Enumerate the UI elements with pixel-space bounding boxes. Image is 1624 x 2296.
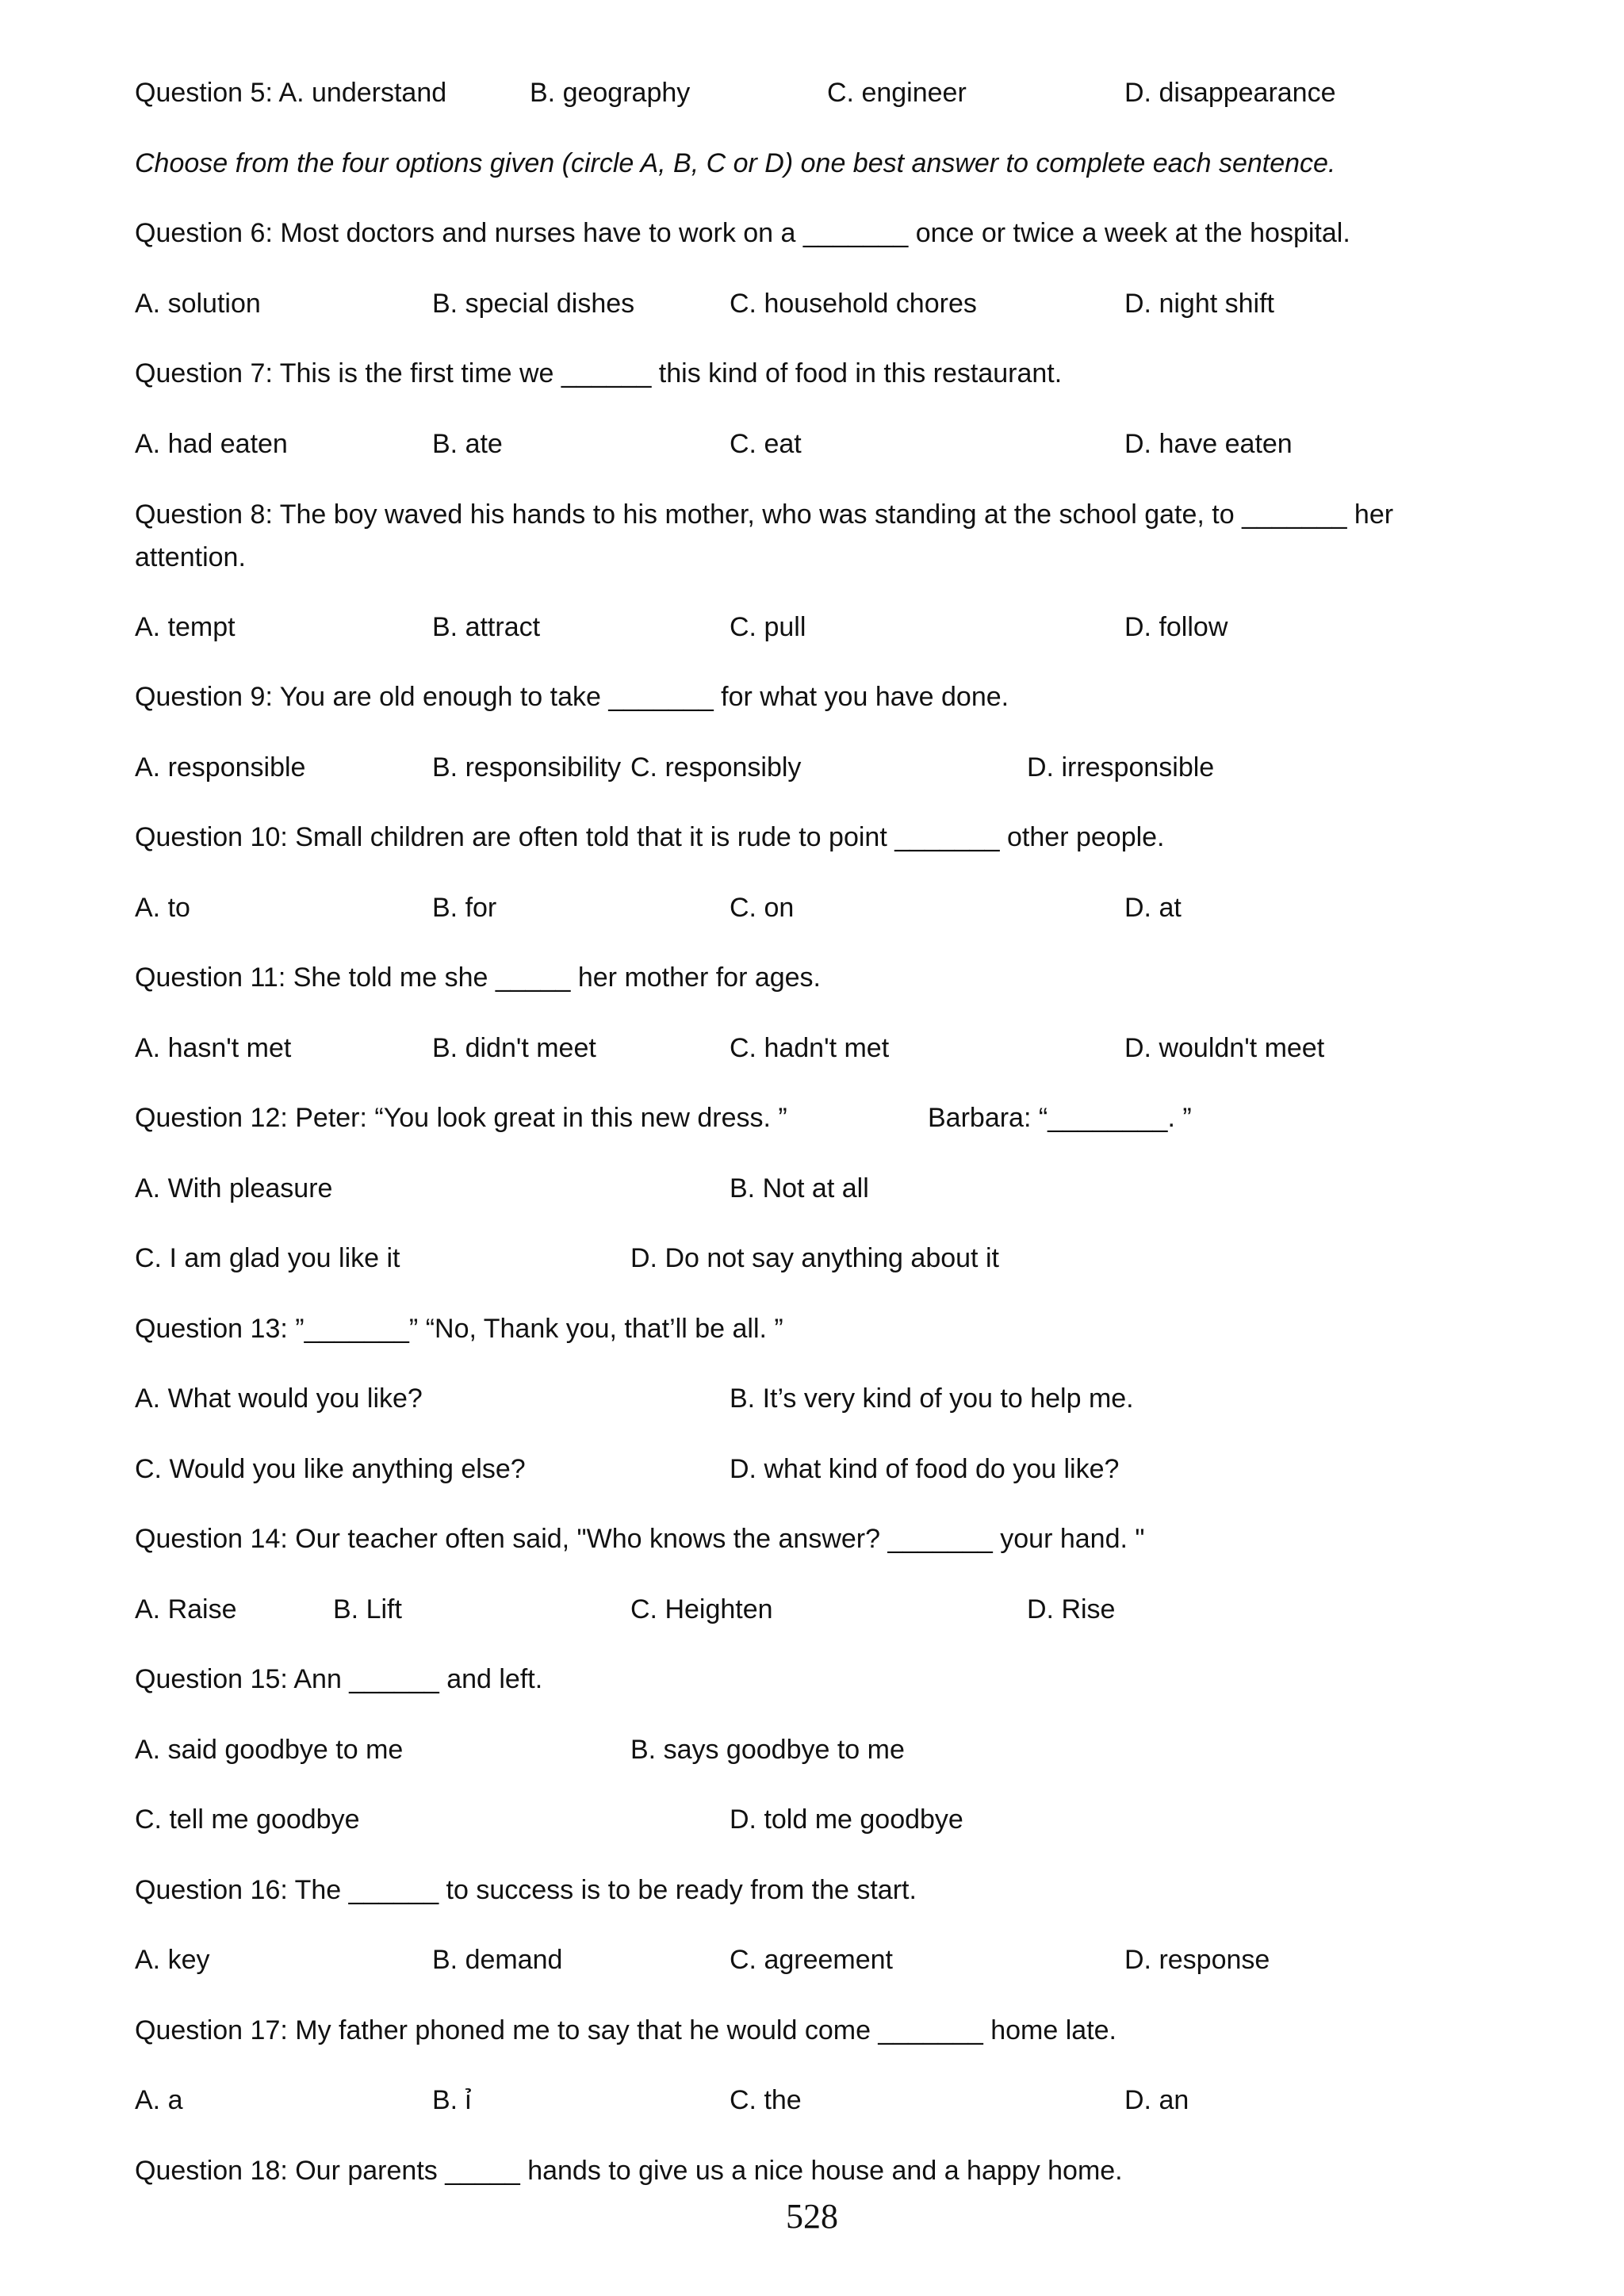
question-8-stem: Question 8: The boy waved his hands to his mother, who was standing at the school gate, to _______ her attention. <box>135 499 1394 572</box>
question-12-option-c: C. I am glad you like it <box>135 1243 400 1273</box>
question-11-option-a: A. hasn't met <box>135 1033 292 1063</box>
question-10-option-b: B. for <box>432 893 497 923</box>
question-14-option-a: A. Raise <box>135 1594 237 1624</box>
question-13-option-d: D. what kind of food do you like? <box>730 1454 1120 1484</box>
question-7-option-b: B. ate <box>432 429 503 459</box>
question-7-stem: Question 7: This is the first time we ______ this kind of food in this restaurant. <box>135 358 1063 388</box>
question-8-option-b: B. attract <box>432 612 541 642</box>
question-8-option-d: D. follow <box>1124 612 1228 642</box>
question-9-option-a: A. responsible <box>135 752 306 783</box>
question-17-option-c: C. the <box>730 2085 802 2115</box>
question-7-option-d: D. have eaten <box>1124 429 1293 459</box>
question-16-stem: Question 16: The ______ to success is to be ready from the start. <box>135 1875 917 1905</box>
question-11-stem: Question 11: She told me she _____ her mother for ages. <box>135 962 822 993</box>
question-11-option-c: C. hadn't met <box>730 1033 890 1063</box>
question-12-option-d: D. Do not say anything about it <box>630 1243 999 1273</box>
question-13-stem: Question 13: ”_______” “No, Thank you, that’ll be all. ” <box>135 1314 783 1344</box>
question-12-peter-line: Question 12: Peter: “You look great in this new dress. ” <box>135 1103 787 1133</box>
question-11-option-d: D. wouldn't meet <box>1124 1033 1325 1063</box>
question-15-option-c: C. tell me goodbye <box>135 1804 360 1835</box>
question-16-option-a: A. key <box>135 1945 210 1975</box>
question-15-option-a: A. said goodbye to me <box>135 1735 404 1765</box>
question-6-stem: Question 6: Most doctors and nurses have to work on a _______ once or twice a week at the hospital. <box>135 218 1350 248</box>
question-14-option-c: C. Heighten <box>630 1594 773 1624</box>
question-8-option-a: A. tempt <box>135 612 236 642</box>
question-9-option-b: B. responsibility <box>432 752 622 783</box>
question-7-option-a: A. had eaten <box>135 429 288 459</box>
question-8-option-c: C. pull <box>730 612 806 642</box>
question-12-option-a: A. With pleasure <box>135 1173 333 1203</box>
question-16-option-b: B. demand <box>432 1945 563 1975</box>
question-15-option-d: D. told me goodbye <box>730 1804 963 1835</box>
section-instruction: Choose from the four options given (circle A, B, C or D) one best answer to complete each sentence. <box>135 148 1336 178</box>
question-14-stem: Question 14: Our teacher often said, "Who knows the answer? _______ your hand. " <box>135 1524 1145 1554</box>
question-10-option-d: D. at <box>1124 893 1182 923</box>
question-6-option-d: D. night shift <box>1124 289 1274 319</box>
question-11-option-b: B. didn't meet <box>432 1033 596 1063</box>
question-5-option-a: Question 5: A. understand <box>135 78 447 108</box>
question-12-option-b: B. Not at all <box>730 1173 869 1203</box>
question-18-stem: Question 18: Our parents _____ hands to give us a nice house and a happy home. <box>135 2156 1123 2186</box>
question-9-option-d: D. irresponsible <box>1027 752 1215 783</box>
question-7-option-c: C. eat <box>730 429 802 459</box>
question-6-option-c: C. household chores <box>730 289 977 319</box>
question-15-option-b: B. says goodbye to me <box>630 1735 905 1765</box>
question-6-option-b: B. special dishes <box>432 289 635 319</box>
question-15-stem: Question 15: Ann ______ and left. <box>135 1664 543 1694</box>
question-17-option-b: B. ỉ <box>432 2085 472 2115</box>
question-13-option-b: B. It’s very kind of you to help me. <box>730 1383 1134 1414</box>
question-17-option-d: D. an <box>1124 2085 1189 2115</box>
question-6-option-a: A. solution <box>135 289 261 319</box>
question-5-option-b: B. geography <box>530 78 691 108</box>
question-5-option-d: D. disappearance <box>1124 78 1336 108</box>
question-16-option-d: D. response <box>1124 1945 1270 1975</box>
question-9-stem: Question 9: You are old enough to take _______ for what you have done. <box>135 682 1009 712</box>
question-10-option-c: C. on <box>730 893 795 923</box>
question-17-option-a: A. a <box>135 2085 183 2115</box>
question-17-stem: Question 17: My father phoned me to say that he would come _______ home late. <box>135 2015 1116 2045</box>
question-12-barbara-line: Barbara: “________. ” <box>928 1103 1192 1133</box>
question-14-option-b: B. Lift <box>333 1594 402 1624</box>
question-10-stem: Question 10: Small children are often told that it is rude to point _______ other people. <box>135 822 1165 852</box>
question-16-option-c: C. agreement <box>730 1945 893 1975</box>
page-number: 528 <box>786 2197 838 2236</box>
question-9-option-c: C. responsibly <box>630 752 802 783</box>
question-14-option-d: D. Rise <box>1027 1594 1116 1624</box>
question-13-option-c: C. Would you like anything else? <box>135 1454 526 1484</box>
question-5-option-c: C. engineer <box>827 78 967 108</box>
question-13-option-a: A. What would you like? <box>135 1383 423 1414</box>
question-10-option-a: A. to <box>135 893 190 923</box>
